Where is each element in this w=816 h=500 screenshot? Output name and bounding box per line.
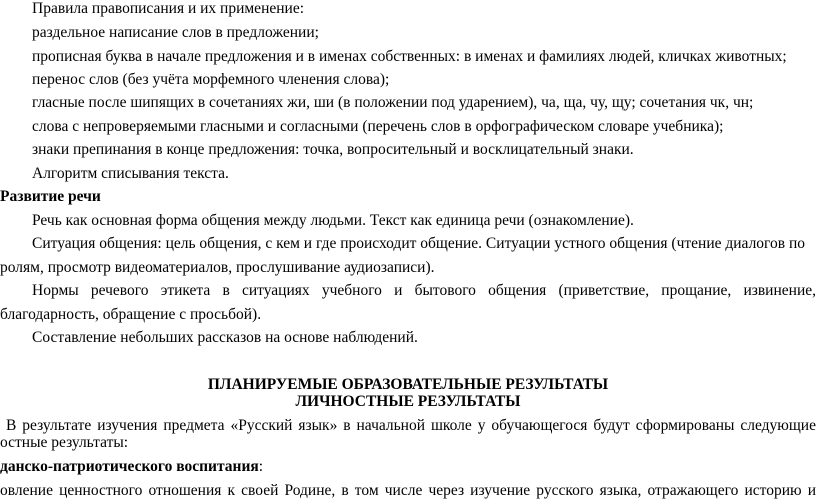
text-line: слова с непроверяемыми гласными и согласными (перечень слов в орфографическом словаре учебника); [32,118,724,135]
text-line: Нормы речевого этикета в ситуациях учебного и бытового общения (приветствие, прощание, извинение, [32,282,816,299]
text-line: ролям, просмотр видеоматериалов, прослушивание аудиозаписи). [0,259,435,276]
text-line: раздельное написание слов в предложении; [32,24,319,41]
text-line: перенос слов (без учёта морфемного членения слова); [32,71,390,88]
results-subtitle: ЛИЧНОСТНЫЕ РЕЗУЛЬТАТЫ [295,393,521,410]
text-line: Ситуация общения: цель общения, с кем и где происходит общение. Ситуации устного общения (чтение диалогов по [32,235,806,252]
results-title: ПЛАНИРУЕМЫЕ ОБРАЗОВАТЕЛЬНЫЕ РЕЗУЛЬТАТЫ [207,376,609,393]
text-line: прописная буква в начале предложения и в именах собственных: в именах и фамилиях людей, кличках животных; [32,48,787,65]
text-line: Правила правописания и их применение: [32,0,305,17]
section-heading: Развитие речи [0,188,101,205]
text-line: Речь как основная форма общения между людьми. Текст как единица речи (ознакомление). [32,212,634,229]
text-line: благодарность, обращение с просьбой). [0,306,262,323]
text-line: Алгоритм списывания текста. [32,165,229,182]
subsection-heading [0,458,263,476]
text-line: гласные после шипящих в сочетаниях жи, ши (в положении под ударением), ча, ща, чу, щу; сочетания чк, чн; [32,94,754,111]
text-line: В результате изучения предмета «Русский язык» в начальной школе у обучающегося будут сформированы следующие [6,417,816,434]
text-line: знаки препинания в конце предложения: точка, вопросительный и восклицательный знаки. [32,141,634,158]
text-line: остные результаты: [0,434,129,451]
text-line: Составление небольших рассказов на основе наблюдений. [32,329,418,346]
text-line: овление ценностного отношения к своей Родине, в том числе через изучение русского языка, отражающего историю и [0,482,816,499]
heading-colon: : [258,458,264,475]
civic-heading: данско-патриотического воспитания [0,458,259,475]
